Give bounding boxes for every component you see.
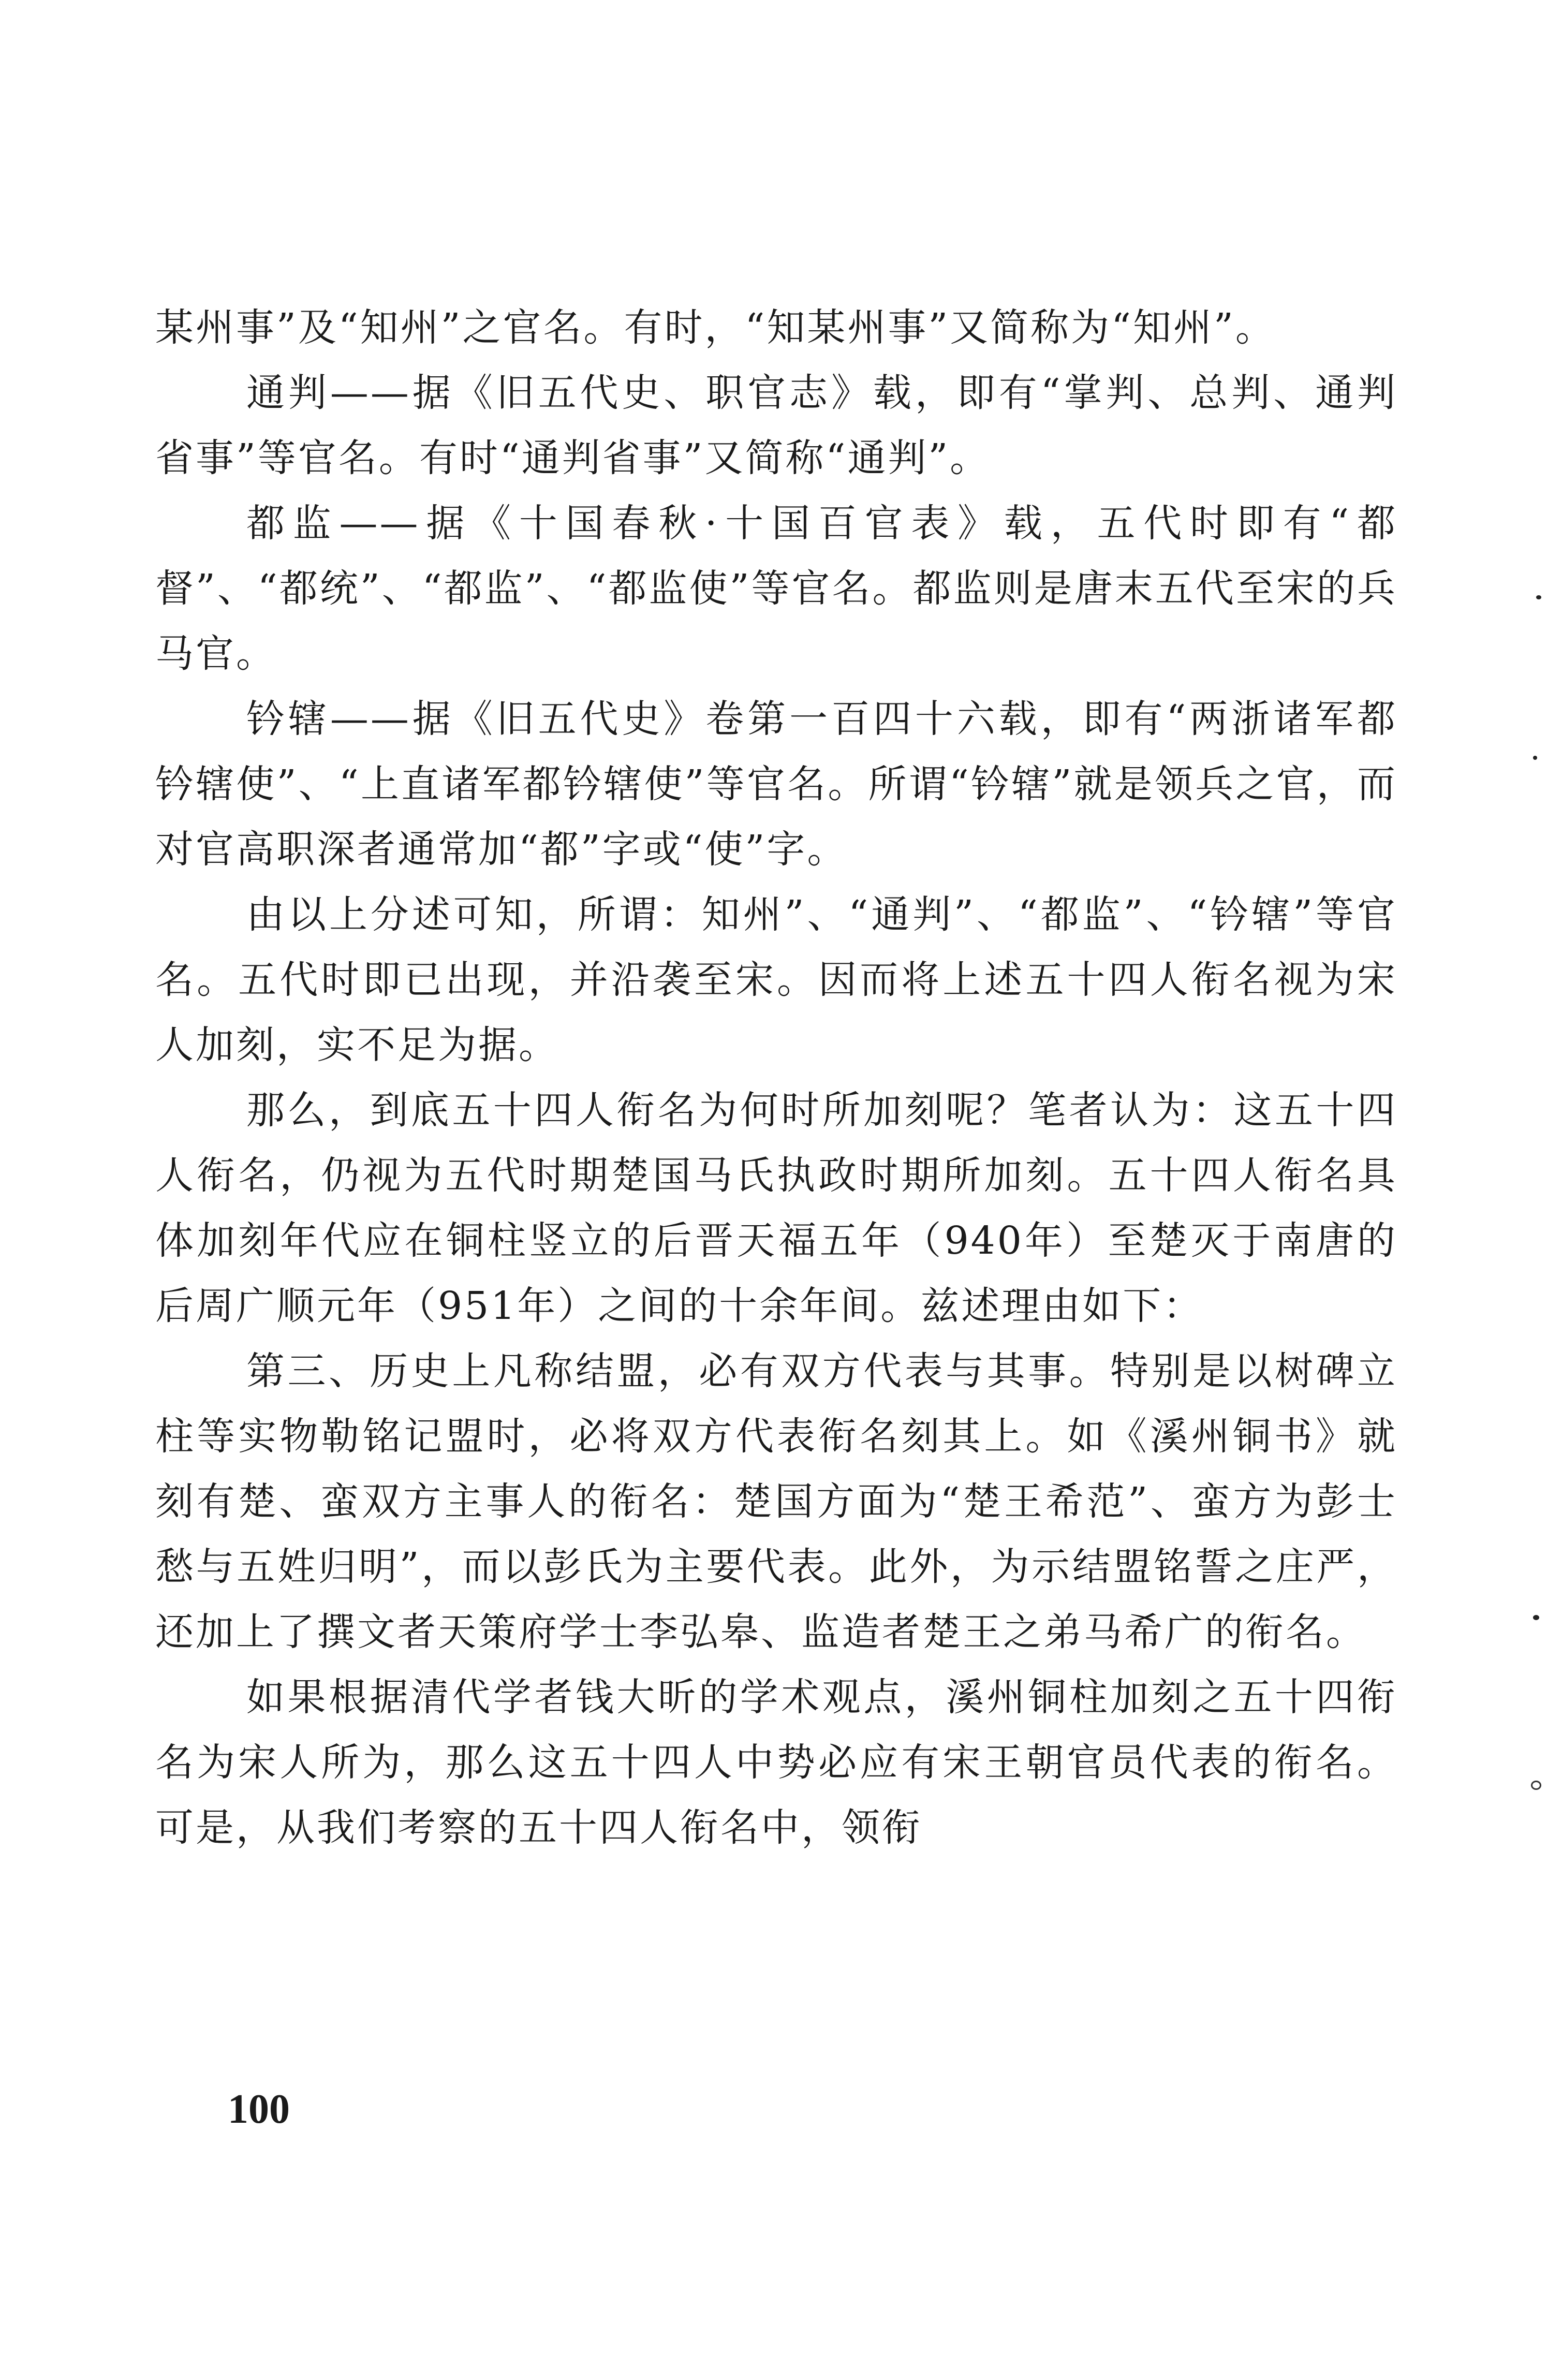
paragraph-third-reason: 第三、历史上凡称结盟，必有双方代表与其事。特别是以树碑立柱等实物勒铭记盟时，必将双方代表衔名刻其上。如《溪州铜书》就刻有楚、蛮双方主事人的衔名：楚国方面为“楚王希范”、蛮方为彭士愁与五姓归明”，而以彭氏为主要代表。此外，为示结盟铭誓之庄严，还加上了撰文者天策府学士李弘皋、监造者楚王之弟马希广的衔名。	[155, 1349, 1397, 1654]
paragraph-argument: 如果根据清代学者钱大昕的学术观点，溪州铜柱加刻之五十四衔名为宋人所为，那么这五十四人中势必应有宋王朝官员代表的衔名。可是，从我们考察的五十四人衔名中，领衔	[155, 1675, 1397, 1850]
page-number: 100	[228, 2087, 290, 2132]
body-text	[155, 295, 1397, 1860]
scan-speck	[1533, 756, 1537, 760]
paragraph-continuation: 某州事”及“知州”之官名。有时，“知某州事”又简称为“知州”。	[155, 305, 1276, 350]
paragraph-dujian: 都监——据《十国春秋·十国百官表》载，五代时即有“都督”、“都统”、“都监”、“都监使”等官名。都监则是唐末五代至宋的兵马官。	[155, 501, 1397, 676]
paragraph-summary: 由以上分述可知，所谓：知州”、“通判”、“都监”、“钤辖”等官名。五代时即已出现，并沿袭至宋。因而将上述五十四人衔名视为宋人加刻，实不足为据。	[155, 892, 1397, 1067]
paragraph-tongpan: 通判——据《旧五代史、职官志》载，即有“掌判、总判、通判省事”等官名。有时“通判省事”又简称“通判”。	[155, 371, 1397, 480]
paragraph-qianxia: 钤辖——据《旧五代史》卷第一百四十六载，即有“两浙诸军都钤辖使”、“上直诸军都钤辖使”等官名。所谓“钤辖”就是领兵之官，而对官高职深者通常加“都”字或“使”字。	[155, 697, 1397, 872]
scan-speck	[1531, 1781, 1541, 1790]
scan-speck	[1533, 1615, 1539, 1620]
paragraph-dating: 那么，到底五十四人衔名为何时所加刻呢？笔者认为：这五十四人衔名，仍视为五代时期楚国马氏执政时期所加刻。五十四人衔名具体加刻年代应在铜柱竖立的后晋天福五年（940年）至楚灭于南唐的后周广顺元年（951年）之间的十余年间。兹述理由如下：	[155, 1088, 1397, 1328]
scan-speck	[1536, 595, 1541, 599]
